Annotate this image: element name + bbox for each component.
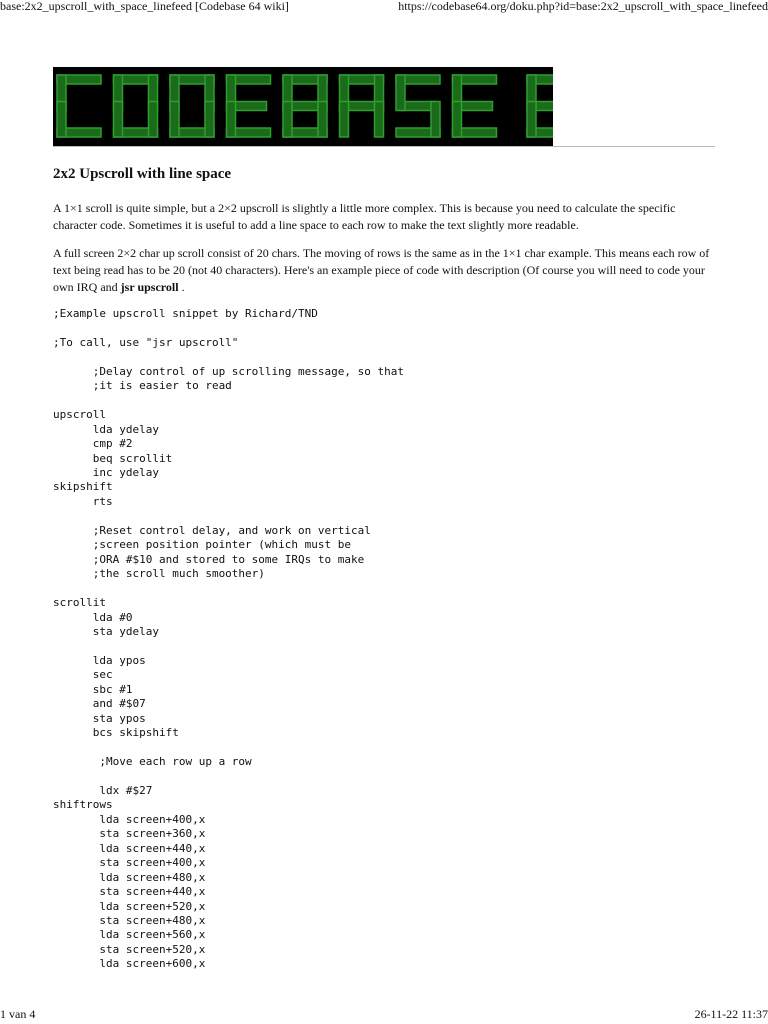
logo-segment <box>57 102 66 138</box>
logo-segment <box>205 102 214 138</box>
description-text: A full screen 2×2 char up scroll consist of 20 chars. The moving of rows is the same as in the 1×1 char example. This means each row of text being read has to be 20 (not 40 characters). Here's an example piece of code with description (Of course you will need to code your own IRQ and <box>53 246 710 294</box>
logo-segment <box>396 75 405 111</box>
logo-segment <box>431 102 440 138</box>
logo-segment <box>453 102 462 138</box>
print-page-title: base:2x2_upscroll_with_space_linefeed [Codebase 64 wiki] <box>0 0 289 13</box>
page-title: 2x2 Upscroll with line space <box>53 166 232 182</box>
print-header <box>0 0 768 14</box>
print-page-url: https://codebase64.org/doku.php?id=base:2x2_upscroll_with_space_linefeed <box>398 0 768 13</box>
header-divider <box>53 146 715 147</box>
intro-paragraph: A 1×1 scroll is quite simple, but a 2×2 upscroll is slightly a little more complex. This is because you need to calculate the specific character code. Sometimes it is useful to add a line space to each row to make the text slightly more readable. <box>53 201 676 232</box>
logo-segment <box>340 102 349 138</box>
logo-segment <box>227 102 236 138</box>
logo-segment <box>283 102 292 138</box>
code-block[interactable]: ;Example upscroll snippet by Richard/TND ;To call, use "jsr upscroll" ;Delay control of up scrolling message, so that ;it is easier to read upscroll lda ydelay cmp #2 beq scrollit inc ydelay skipshift rts ;Reset control delay, and work on vertical ;screen position pointer (which must be ;ORA #$10 and stored to some IRQs to make ;the scroll much smoother) scrollit lda #0 sta ydelay lda ypos sec sbc #1 and #$07 sta ypos bcs skipshift ;Move each row up a row ldx #$27 shiftrows lda screen+400,x sta screen+360,x lda screen+440,x sta screen+400,x lda screen+480,x sta screen+440,x lda screen+520,x sta screen+480,x lda screen+560,x sta screen+520,x lda screen+600,x <box>53 307 404 971</box>
description-paragraph <box>53 245 715 296</box>
codebase64-logo <box>53 67 553 147</box>
logo-segment <box>114 102 123 138</box>
description-text-end: . <box>178 280 185 294</box>
print-page-number: 1 van 4 <box>0 1007 36 1021</box>
print-datetime: 26-11-22 11:37 <box>694 1007 768 1021</box>
logo-segment <box>170 102 179 138</box>
logo-segment <box>149 102 158 138</box>
jsr-upscroll-emphasis: jsr upscroll <box>120 280 179 294</box>
logo-segment <box>318 102 327 138</box>
logo-segment <box>527 102 536 138</box>
codebase64-logo-banner[interactable] <box>53 67 553 147</box>
print-footer <box>0 1008 768 1022</box>
article-content <box>53 164 715 972</box>
logo-segment <box>375 102 384 138</box>
